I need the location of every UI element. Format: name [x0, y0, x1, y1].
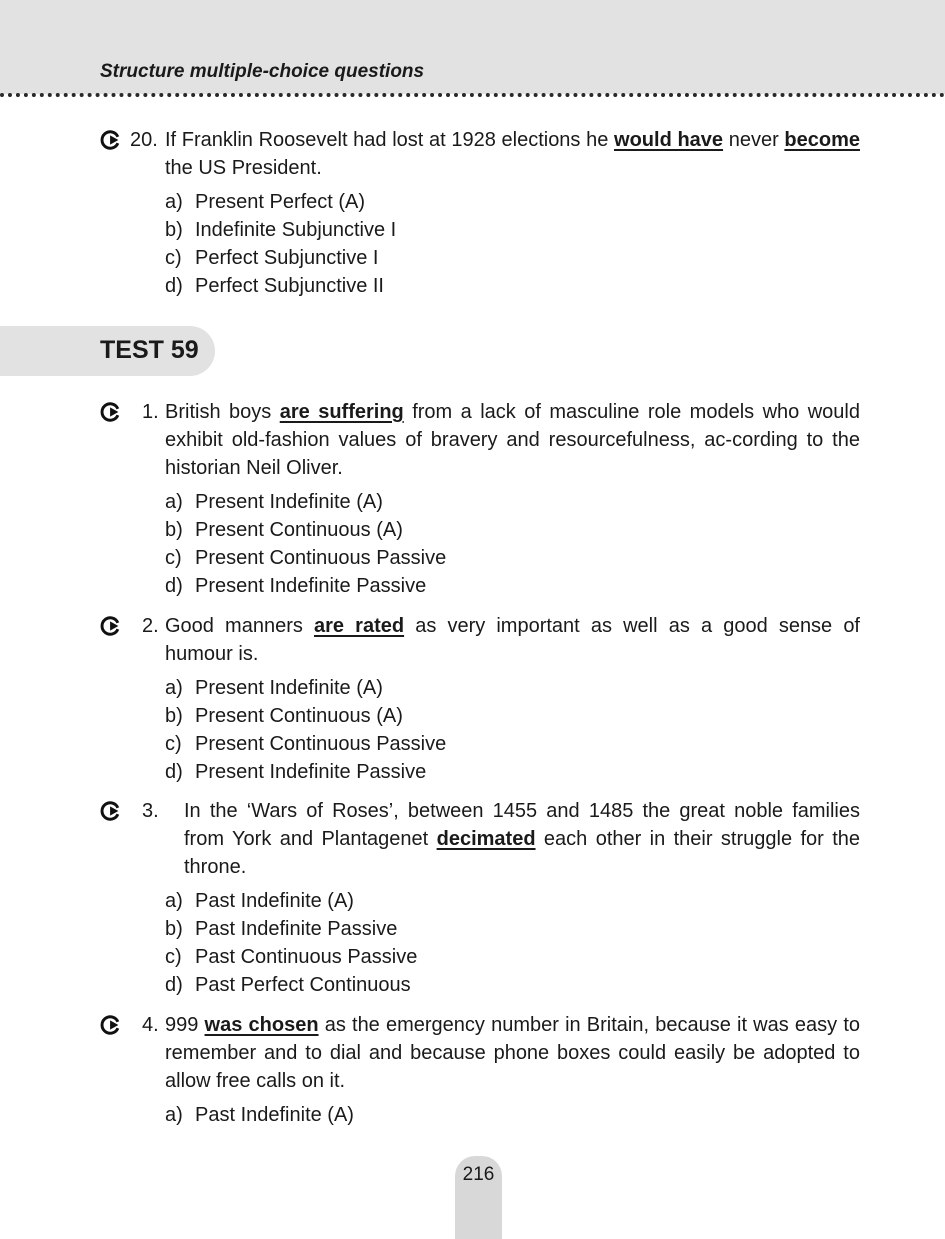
answer-options	[165, 1101, 860, 1129]
highlighted-verb: are rated	[314, 615, 405, 637]
question-number: 4.	[142, 1014, 159, 1036]
question-3	[100, 797, 860, 999]
stem-text: In the ‘Wars of Roses’, between 1455 and 1485 the great noble families from York and Plantagenet	[184, 800, 860, 850]
dotted-divider	[0, 93, 945, 97]
highlighted-verb: become	[784, 129, 860, 151]
question-2	[100, 612, 860, 786]
question-number: 3.	[142, 800, 159, 822]
question-stem	[100, 398, 860, 482]
question-stem	[100, 1011, 860, 1095]
circular-arrow-icon	[100, 129, 122, 151]
stem-text: the US President.	[165, 157, 322, 179]
page-number-tab	[455, 1156, 502, 1239]
stem-text: from a lack of masculine role models who would exhibit old-fashion values of bravery and resourcefulness, ac-cording to the historian Neil Oliver.	[165, 401, 860, 479]
answer-option[interactable]: d) Present Indefinite Passive	[165, 575, 427, 597]
answer-options	[165, 887, 860, 999]
answer-option[interactable]: c) Present Continuous Passive	[165, 733, 447, 755]
page-number: 216	[462, 1164, 495, 1185]
highlighted-verb: are suffering	[279, 401, 404, 423]
stem-text: If Franklin Roosevelt had lost at 1928 elections he	[165, 129, 615, 151]
question-stem	[100, 797, 860, 881]
answer-option[interactable]: d) Past Perfect Continuous	[165, 974, 411, 996]
circular-arrow-icon	[100, 615, 122, 637]
stem-text: as very important as well as a good sense of humour is.	[165, 615, 860, 665]
highlighted-verb: was chosen	[204, 1014, 319, 1036]
answer-option[interactable]: b) Present Continuous (A)	[165, 519, 403, 541]
highlighted-verb: decimated	[436, 828, 536, 850]
stem-text: British boys	[165, 401, 280, 423]
answer-option[interactable]: a) Present Perfect (A)	[165, 191, 366, 213]
answer-option[interactable]: c) Past Continuous Passive	[165, 946, 418, 968]
question-number: 1.	[142, 401, 159, 423]
question-stem	[100, 612, 860, 668]
stem-text: never	[723, 129, 785, 151]
answer-option[interactable]: b) Indefinite Subjunctive I	[165, 219, 397, 241]
answer-options	[165, 674, 860, 786]
question-20	[100, 126, 860, 300]
stem-text: each other in their struggle for the throne.	[184, 828, 860, 878]
question-1	[100, 398, 860, 600]
answer-option[interactable]: a) Past Indefinite (A)	[165, 890, 354, 912]
test-heading: TEST 59	[100, 336, 199, 364]
stem-text: Good manners	[165, 615, 314, 637]
stem-text: 999	[165, 1014, 205, 1036]
highlighted-verb: would have	[614, 129, 724, 151]
running-title: Structure multiple-choice questions	[100, 61, 425, 82]
question-4	[100, 1011, 860, 1129]
answer-option[interactable]: a) Present Indefinite (A)	[165, 677, 383, 699]
answer-option[interactable]: c) Present Continuous Passive	[165, 547, 447, 569]
stem-text: as the emergency number in Britain, because it was easy to remember and to dial and because phone boxes could easily be adopted to allow free calls on it.	[165, 1014, 860, 1092]
circular-arrow-icon	[100, 1014, 122, 1036]
question-number: 20.	[130, 129, 158, 151]
answer-options	[165, 188, 860, 300]
answer-options	[165, 488, 860, 600]
answer-option[interactable]: d) Perfect Subjunctive II	[165, 275, 384, 297]
answer-option[interactable]: b) Past Indefinite Passive	[165, 918, 398, 940]
answer-option[interactable]: d) Present Indefinite Passive	[165, 761, 427, 783]
answer-option[interactable]: c) Perfect Subjunctive I	[165, 247, 379, 269]
answer-option[interactable]: a) Present Indefinite (A)	[165, 491, 383, 513]
answer-option[interactable]: b) Present Continuous (A)	[165, 705, 403, 727]
question-stem	[100, 126, 860, 182]
answer-option[interactable]: a) Past Indefinite (A)	[165, 1104, 354, 1126]
circular-arrow-icon	[100, 800, 122, 822]
question-number: 2.	[142, 615, 159, 637]
circular-arrow-icon	[100, 401, 122, 423]
test-heading-tab	[0, 326, 215, 376]
